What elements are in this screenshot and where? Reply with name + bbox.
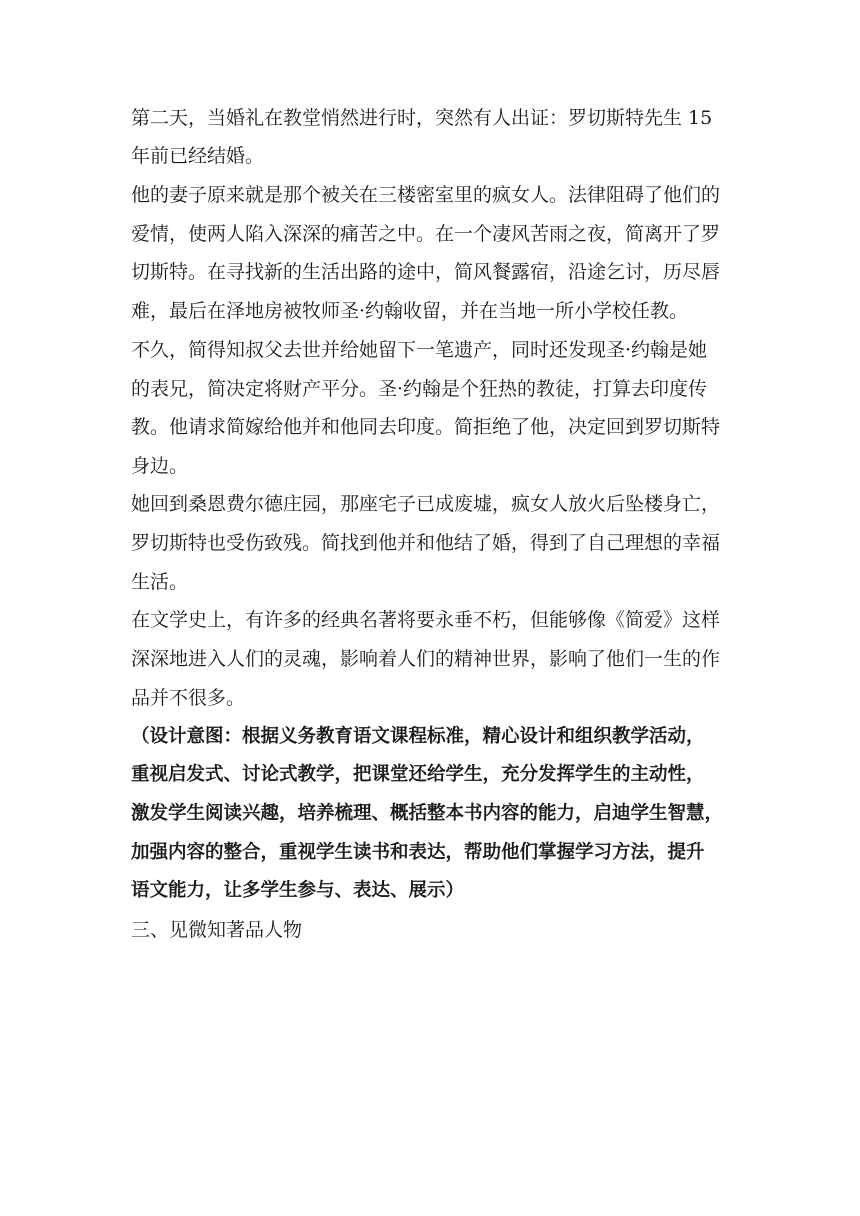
text-line: 在文学史上，有许多的经典名著将要永垂不朽，但能够像《简爱》这样 (131, 609, 721, 631)
paragraph-wedding (131, 106, 731, 168)
paragraph-return (131, 492, 731, 594)
text-line: 难，最后在泽地房被牧师圣·约翰收留，并在当地一所小学校任教。 (131, 300, 689, 322)
text-line: 罗切斯特也受伤致残。简找到他并和他结了婚，得到了自己理想的幸福 (131, 532, 721, 554)
paragraph-design-intent (131, 725, 731, 903)
section-heading-text: 三、见微知著品人物 (131, 919, 303, 941)
text-line: 爱情，使两人陷入深深的痛苦之中。在一个凄风苦雨之夜，简离开了罗 (131, 223, 721, 245)
document-body (131, 106, 731, 942)
text-line: 不久，简得知叔父去世并给她留下一笔遗产，同时还发现圣·约翰是她 (131, 339, 708, 361)
section-heading (131, 918, 731, 942)
paragraph-inheritance (131, 338, 731, 478)
text-line: 加强内容的整合，重视学生读书和表达，帮助他们掌握学习方法，提升 (131, 842, 705, 863)
paragraph-madwoman (131, 183, 731, 323)
text-line: 激发学生阅读兴趣，培养梳理、概括整本书内容的能力，启迪学生智慧， (131, 803, 724, 824)
text-line: 他的妻子原来就是那个被关在三楼密室里的疯女人。法律阻碍了他们的 (131, 184, 721, 206)
text-line: 的表兄，简决定将财产平分。圣·约翰是个狂热的教徒，打算去印度传 (131, 378, 708, 400)
text-line: 生活。 (131, 571, 189, 593)
text-line: 语文能力，让多学生参与、表达、展示） (131, 880, 465, 901)
text-line: 切斯特。在寻找新的生活出路的途中，简风餐露宿，沿途乞讨，历尽唇 (131, 261, 721, 283)
text-line: 年前已经结婚。 (131, 145, 265, 167)
text-line: 教。他请求简嫁给他并和他同去印度。简拒绝了他，决定回到罗切斯特 (131, 416, 721, 438)
text-line: 她回到桑恩费尔德庄园，那座宅子已成废墟，疯女人放火后坠楼身亡， (131, 493, 721, 515)
text-line: （设计意图：根据义务教育语文课程标准，精心设计和组织教学活动， (131, 726, 705, 747)
text-line: 重视启发式、讨论式教学，把课堂还给学生，充分发挥学生的主动性， (131, 764, 705, 785)
paragraph-literary-history (131, 608, 731, 710)
text-line: 深深地进入人们的灵魂，影响着人们的精神世界，影响了他们一生的作 (131, 648, 721, 670)
text-line: 第二天，当婚礼在教堂悄然进行时，突然有人出证：罗切斯特先生 15 (131, 107, 713, 129)
text-line: 身边。 (131, 455, 189, 477)
text-line: 品并不很多。 (131, 687, 246, 709)
